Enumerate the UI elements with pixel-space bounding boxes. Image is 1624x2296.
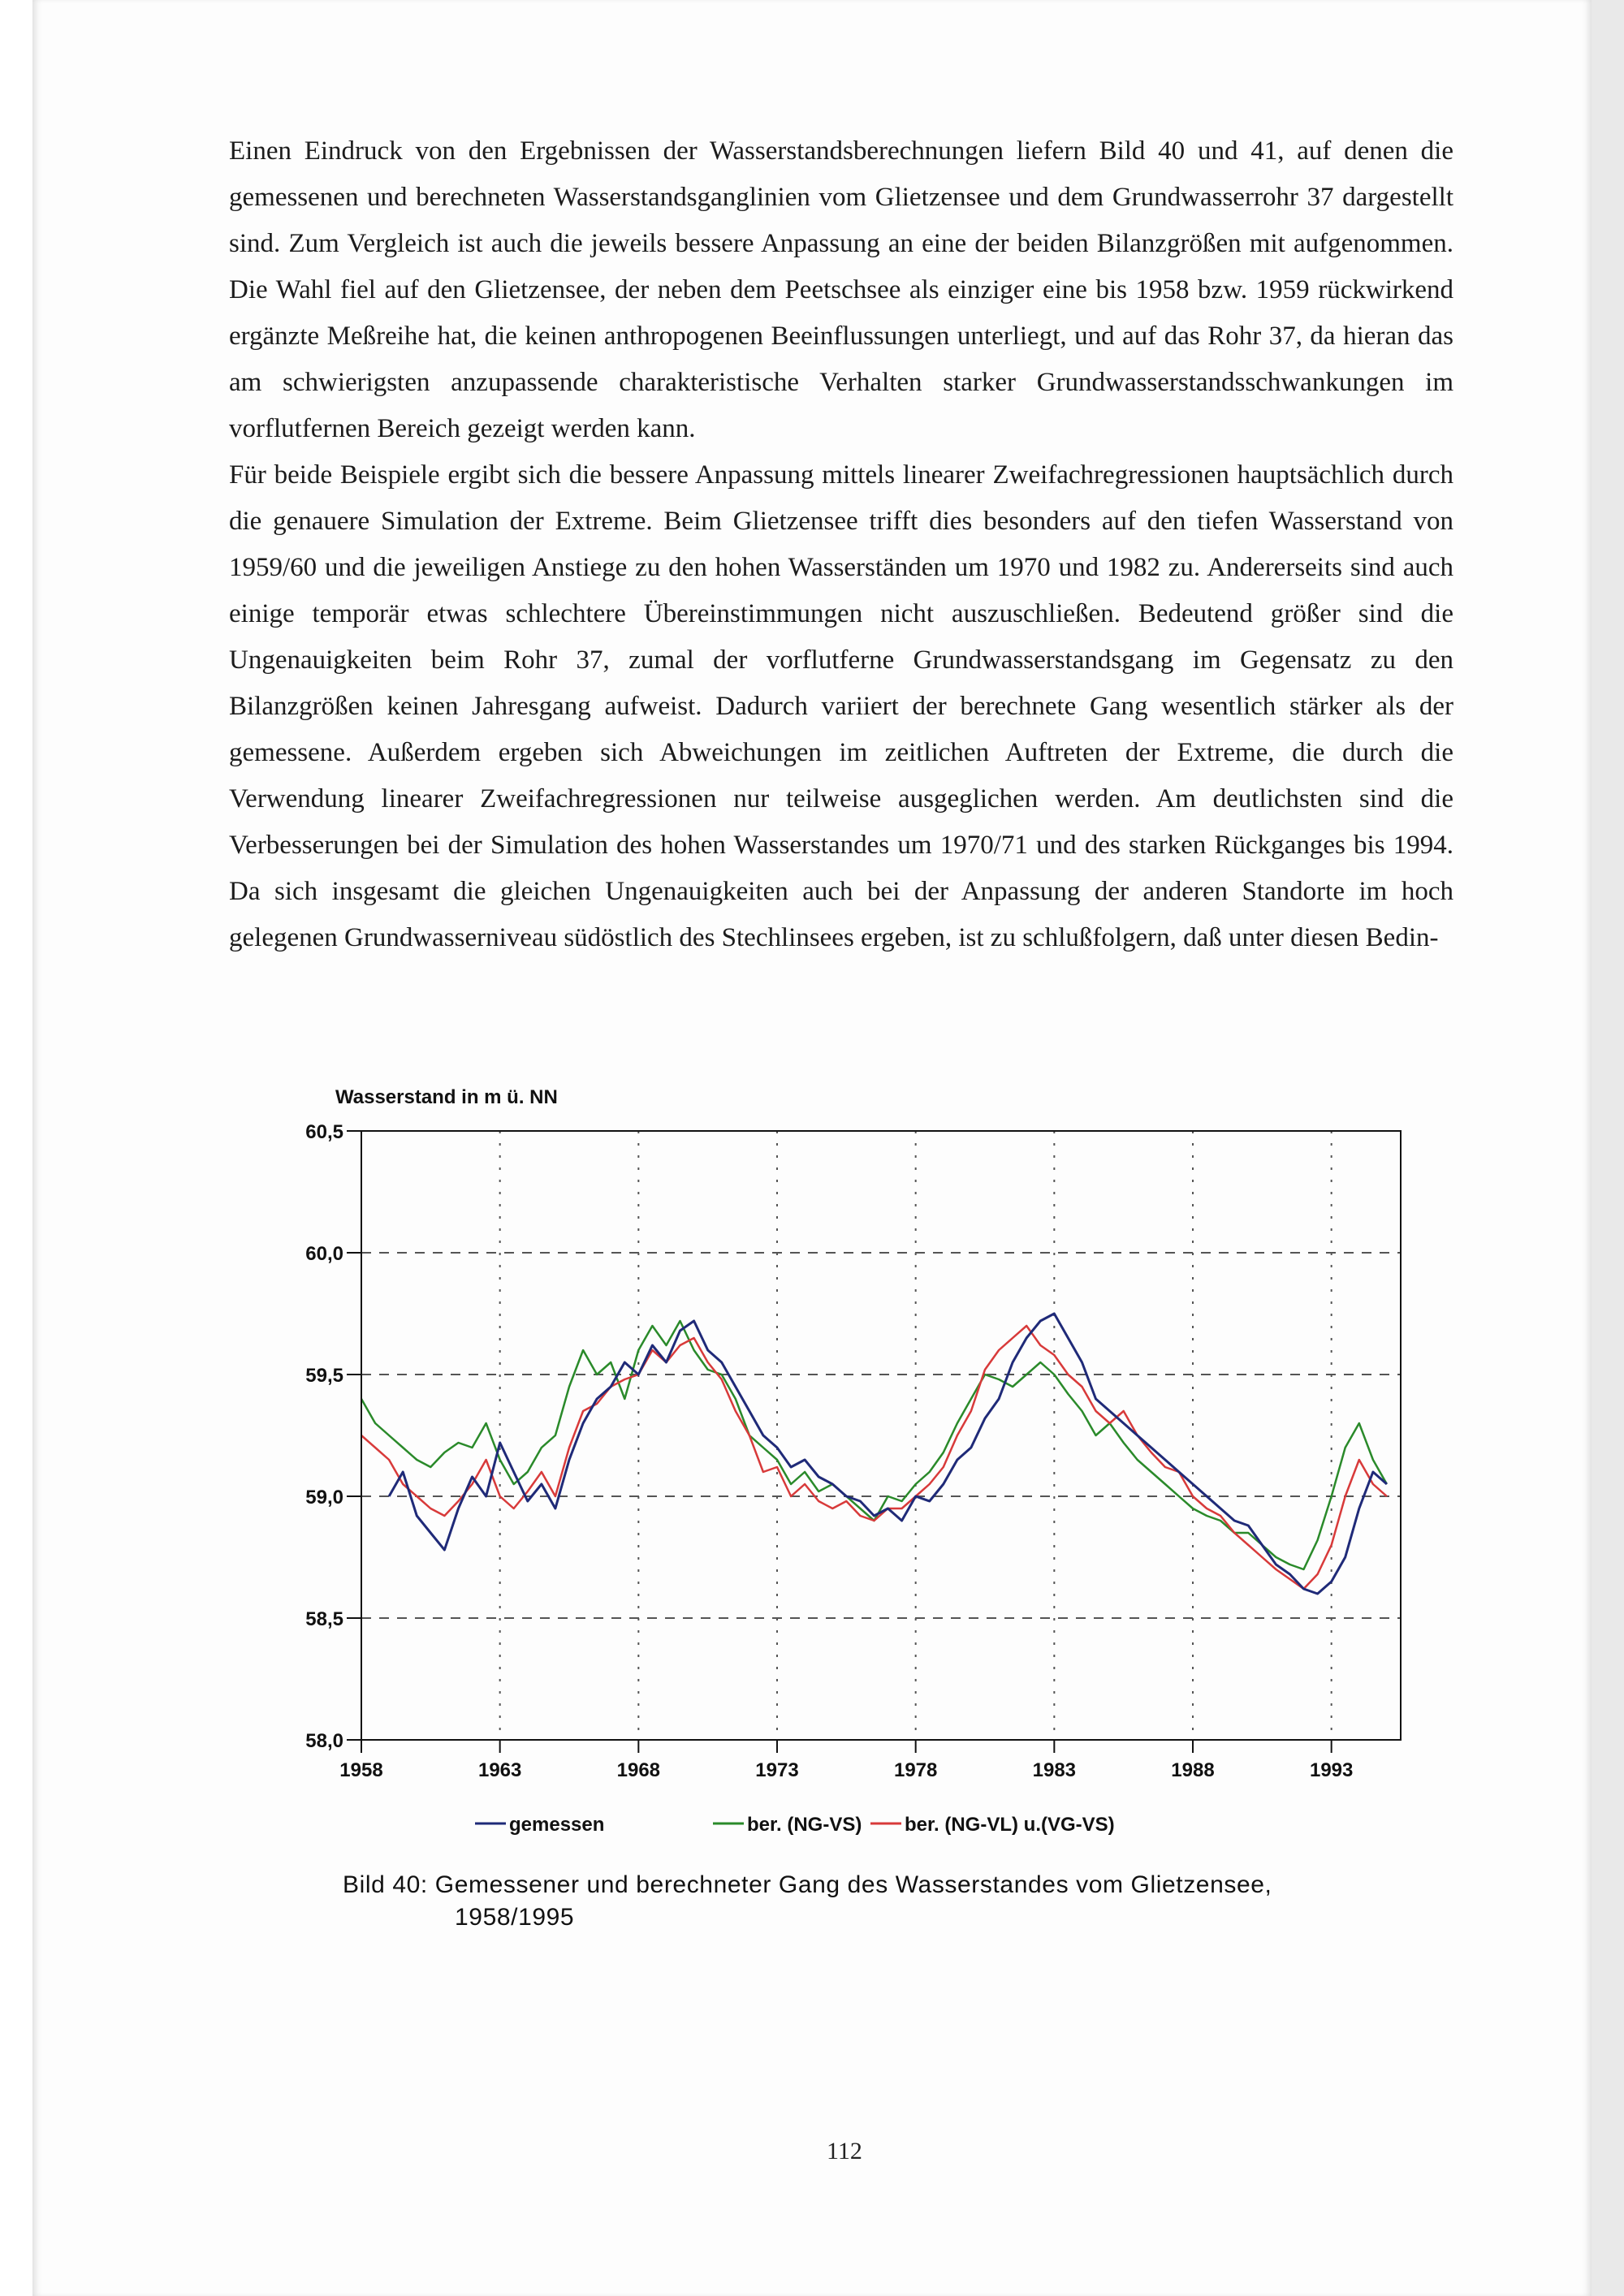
x-tick-label-2: 1968 (616, 1759, 661, 1781)
paragraph-2: Für beide Beispiele ergibt sich die bessere Anpassung mittels linearer Zweifachregressionen hauptsächlich durch die genauere Simulation der Extreme. Beim Glietzensee trifft dies besonders auf den tiefen Wasserstand von 1959/60 und die jeweiligen Anstiege zu den hohen Wasserständen um 1970 und 1982 zu. Andererseits sind auch einige temporär etwas schlechtere Übereinstimmungen nicht auszuschließen. Bedeutend größer sind die Ungenauigkeiten beim Rohr 37, zumal der vorflutferne Grundwasserstandsgang im Gegensatz zu den Bilanzgrößen keinen Jahresgang aufweist. Dadurch variiert der berechnete Gang wesentlich stärker als der gemessene. Außerdem ergeben sich Abweichungen im zeitlichen Auftreten der Extreme, die durch die Verwendung linearer Zweifachregressionen nur teilweise ausgeglichen werden. Am deutlichsten sind die Verbesserungen bei der Simulation des hohen Wasserstandes um 1970/71 und des starken Rückganges bis 1994. Da sich insgesamt die gleichen Ungenauigkeiten auch bei der Anpassung der anderen Standorte im hoch gelegenen Grundwasserniveau südöstlich des Stechlinsees ergeben, ist zu schlußfolgern, daß unter diesen Bedin- (229, 460, 1453, 952)
body-text (229, 128, 1453, 961)
x-tick-label-3: 1973 (755, 1759, 799, 1781)
x-tick-label-4: 1978 (893, 1759, 938, 1781)
x-tick-label-1: 1963 (477, 1759, 522, 1781)
legend-label-0: gemessen (509, 1814, 605, 1836)
grid-lines (361, 1131, 1401, 1740)
caption-line-2: 1958/1995 (455, 1904, 575, 1931)
y-tick-label-3: 59,5 (305, 1365, 343, 1387)
water-level-chart (260, 1080, 1445, 1875)
legend-label-2: ber. (NG-VL) u.(VG-VS) (905, 1814, 1115, 1836)
series-lines (361, 1314, 1387, 1594)
x-tick-label-0: 1958 (339, 1759, 383, 1781)
y-tick-label-4: 60,0 (305, 1243, 343, 1265)
plot-frame (361, 1131, 1401, 1740)
x-tick-label-5: 1983 (1032, 1759, 1077, 1781)
y-axis-label: Wasserstand in m ü. NN (335, 1086, 558, 1108)
series-line-2 (361, 1326, 1387, 1589)
chart-legend (475, 1814, 1115, 1836)
x-tick-label-6: 1988 (1171, 1759, 1215, 1781)
caption-line-1: Bild 40: Gemessener und berechneter Gang des Wasserstandes vom Glietzensee, (343, 1871, 1272, 1898)
page-number: 112 (827, 2138, 862, 2164)
figure-chart (260, 1080, 1445, 1875)
y-tick-label-5: 60,5 (305, 1121, 343, 1143)
axis-ticks (305, 1121, 1353, 1781)
scan-edge (1592, 0, 1624, 2296)
y-tick-label-1: 58,5 (305, 1608, 343, 1630)
y-tick-label-0: 58,0 (305, 1730, 343, 1752)
x-tick-label-7: 1993 (1309, 1759, 1354, 1781)
paragraph-1: Einen Eindruck von den Ergebnissen der Wasserstandsberechnungen liefern Bild 40 und 41, auf denen die gemessenen und berechneten Wasserstandsganglinien vom Glietzensee und dem Grundwasserrohr 37 dargestellt sind. Zum Vergleich ist auch die jeweils bessere Anpassung an eine der beiden Bilanzgrößen mit aufgenommen. Die Wahl fiel auf den Glietzensee, der neben dem Peetschsee als einziger eine bis 1958 bzw. 1959 rückwirkend ergänzte Meßreihe hat, die keinen anthropogenen Beeinflussungen unterliegt, und auf das Rohr 37, da hieran das am schwierigsten anzupassende charakteristische Verhalten starker Grundwasserstandsschwankungen im vorflutfernen Bereich gezeigt werden kann. (229, 136, 1453, 443)
y-tick-label-2: 59,0 (305, 1487, 343, 1508)
legend-label-1: ber. (NG-VS) (747, 1814, 862, 1836)
figure-caption (343, 1869, 1463, 1934)
